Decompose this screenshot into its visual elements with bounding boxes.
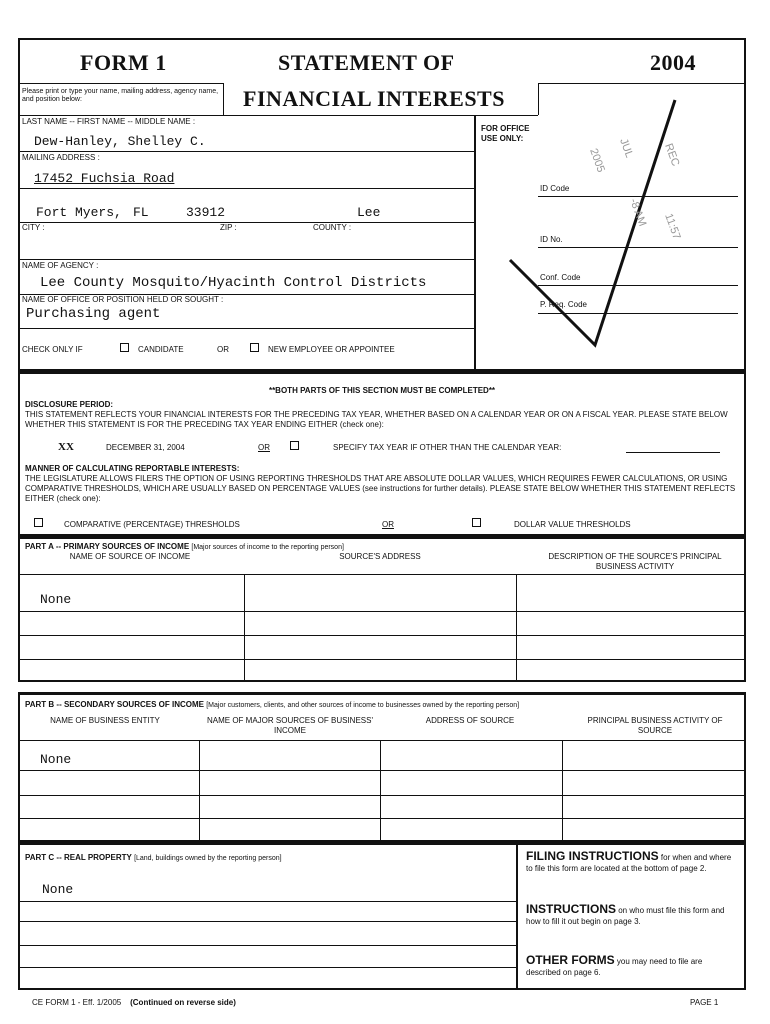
new-employee-label: NEW EMPLOYEE OR APPOINTEE [268,345,395,354]
part-c-subtitle: [Land, buildings owned by the reporting person] [134,855,282,862]
conf-code-label: Conf. Code [540,273,581,282]
dec31-checked-mark[interactable]: XX [58,441,74,453]
manner-heading: MANNER OF CALCULATING REPORTABLE INTERESTS: [25,464,240,473]
county-label: COUNTY : [313,223,352,232]
svg-text:JUL: JUL [617,136,636,160]
divider [538,83,746,84]
part-b-col3: ADDRESS OF SOURCE [425,716,515,725]
divider [18,83,223,84]
mailing-label: MAILING ADDRESS : [22,153,100,162]
table-row [18,611,746,612]
part-a-col2: SOURCE'S ADDRESS [339,552,421,561]
manner-text: THE LEGISLATURE ALLOWS FILERS THE OPTION OF USING REPORTING THRESHOLDS THAT ARE ABSOLUTE DOLLAR VALUES, WHICH REQUIRES FEWER CALCULATIONS, OR USING COMPARATIVE THRESHOLDS, WHICH ARE USUALLY BASED ON PERCENTAGE VALUES (see instructions for further details). PLEASE STATE BELOW WHETHER THIS STATEMENT REFLECTS EITHER (check one): [25,474,736,503]
part-b-heading [25,700,519,711]
disclosure-period-text: THIS STATEMENT REFLECTS YOUR FINANCIAL INTERESTS FOR THE PRECEDING TAX YEAR, WHETHER BASED ON A CALENDAR YEAR OR ON A FISCAL YEAR. PLEASE STATE BELOW WHETHER THIS STATEMENT IS FOR THE PRECEDING TAX YEAR ENDING EITHER (check one): [25,410,728,429]
divider [223,83,224,115]
disclosure-period-heading: DISCLOSURE PERIOD: [25,400,114,409]
part-a-entry[interactable]: None [40,592,72,607]
title-line-2: FINANCIAL INTERESTS [243,86,505,111]
position-value[interactable]: Purchasing agent [26,306,161,322]
footer-form-id [32,998,236,1008]
id-code-label: ID Code [540,184,570,193]
agency-label: NAME OF AGENCY : [22,261,99,270]
part-b-subtitle: [Major customers, clients, and other sources of income to businesses owned by the reporting person] [206,702,520,709]
part-b-col1: NAME OF BUSINESS ENTITY [50,716,160,725]
form-id: CE FORM 1 - Eff. 1/2005 [32,998,122,1007]
candidate-checkbox[interactable] [120,343,129,352]
or-label: OR [217,345,229,354]
specify-tax-year-checkbox[interactable] [290,441,299,450]
id-no-label: ID No. [540,235,563,244]
dollar-label: DOLLAR VALUE THRESHOLDS [514,520,631,529]
candidate-label: CANDIDATE [138,345,184,354]
filing-instructions-rest: for when and where to file this form are located at the bottom of page 2. [526,853,732,873]
divider [18,222,474,223]
part-b-title: PART B -- SECONDARY SOURCES OF INCOME [25,700,204,709]
divider [380,740,381,842]
filing-instructions-bold: FILING INSTRUCTIONS [526,849,659,863]
table-row [18,967,516,968]
divider [516,574,517,682]
svg-text:11:57: 11:57 [662,211,683,242]
svg-text:-8 AM: -8 AM [627,196,649,229]
part-c-entry[interactable]: None [42,882,74,897]
table-row [18,635,746,636]
divider [244,574,245,682]
title-line-1: STATEMENT OF [278,50,455,75]
divider [18,151,474,152]
both-parts-note: **BOTH PARTS OF THIS SECTION MUST BE COMPLETED** [268,386,496,395]
part-a-title: PART A -- PRIMARY SOURCES OF INCOME [25,542,190,551]
other-forms-bold: OTHER FORMS [526,953,615,967]
part-a-subtitle: [Major sources of income to the reporting person] [191,544,344,551]
print-instruction: Please print or type your name, mailing address, agency name, and position below: [22,88,219,103]
svg-text:REC: REC [662,141,682,168]
new-employee-checkbox[interactable] [250,343,259,352]
part-b-section [18,692,746,842]
part-a-col3: DESCRIPTION OF THE SOURCE'S PRINCIPAL BUSINESS ACTIVITY [548,552,722,571]
form-year: 2004 [650,50,696,75]
table-row [18,659,746,660]
received-stamp-mark [500,90,740,380]
agency-value[interactable]: Lee County Mosquito/Hyacinth Control Districts [40,275,427,291]
part-c-title: PART C -- REAL PROPERTY [25,853,132,862]
check-only-if: CHECK ONLY IF [22,345,83,354]
continued-note: (Continued on reverse side) [130,998,236,1007]
office-use-label: FOR OFFICE USE ONLY: [481,124,530,143]
divider [474,115,476,371]
part-b-col2: NAME OF MAJOR SOURCES OF BUSINESS' INCOME [207,716,373,735]
divider [18,574,746,575]
zip-value[interactable]: 33912 [186,205,226,220]
specify-tax-year-field[interactable] [626,452,720,453]
form-label: FORM 1 [80,50,167,75]
specify-tax-year-label: SPECIFY TAX YEAR IF OTHER THAN THE CALENDAR YEAR: [333,443,562,452]
filing-instructions-note [526,851,736,874]
name-label: LAST NAME -- FIRST NAME -- MIDDLE NAME : [22,117,196,126]
top-rule [18,38,746,40]
table-row [18,921,516,922]
divider [516,842,518,990]
divider [18,328,474,329]
state-value[interactable]: FL [133,205,149,220]
dec31-label: DECEMBER 31, 2004 [106,443,185,452]
part-b-col4: PRINCIPAL BUSINESS ACTIVITY OF SOURCE [587,716,723,735]
divider [18,115,538,116]
other-forms-rest: you may need to file are described on page 6. [526,957,703,977]
comparative-label: COMPARATIVE (PERCENTAGE) THRESHOLDS [64,520,240,529]
table-row [18,945,516,946]
filer-name[interactable]: Dew-Hanley, Shelley C. [34,134,206,149]
zip-label: ZIP : [220,223,237,232]
divider [18,188,474,189]
comparative-checkbox[interactable] [34,518,43,527]
table-row [18,818,746,819]
instructions-bold: INSTRUCTIONS [526,902,616,916]
svg-text:2005: 2005 [587,146,607,175]
position-label: NAME OF OFFICE OR POSITION HELD OR SOUGHT : [22,295,224,304]
page-number: PAGE 1 [690,998,719,1007]
instructions-rest: on who must file this form and how to fill it out begin on page 3. [526,906,725,926]
divider [562,740,563,842]
table-row [18,901,516,902]
city-value[interactable]: Fort Myers, [36,205,122,220]
instructions-note [526,904,736,927]
part-b-entry[interactable]: None [40,752,72,767]
dollar-checkbox[interactable] [472,518,481,527]
part-c-heading [25,853,282,864]
county-value[interactable]: Lee [357,205,381,220]
divider [18,740,746,741]
part-a-col1: NAME OF SOURCE OF INCOME [69,552,191,561]
or-text: OR [258,443,270,452]
divider [18,259,474,260]
table-row [18,795,746,796]
other-forms-note [526,955,736,978]
divider [199,740,200,842]
street-address[interactable]: 17452 Fuchsia Road [34,171,175,186]
city-label: CITY : [22,223,45,232]
p-req-code-label: P. Req. Code [540,300,587,309]
or-text-2: OR [382,520,394,529]
table-row [18,770,746,771]
